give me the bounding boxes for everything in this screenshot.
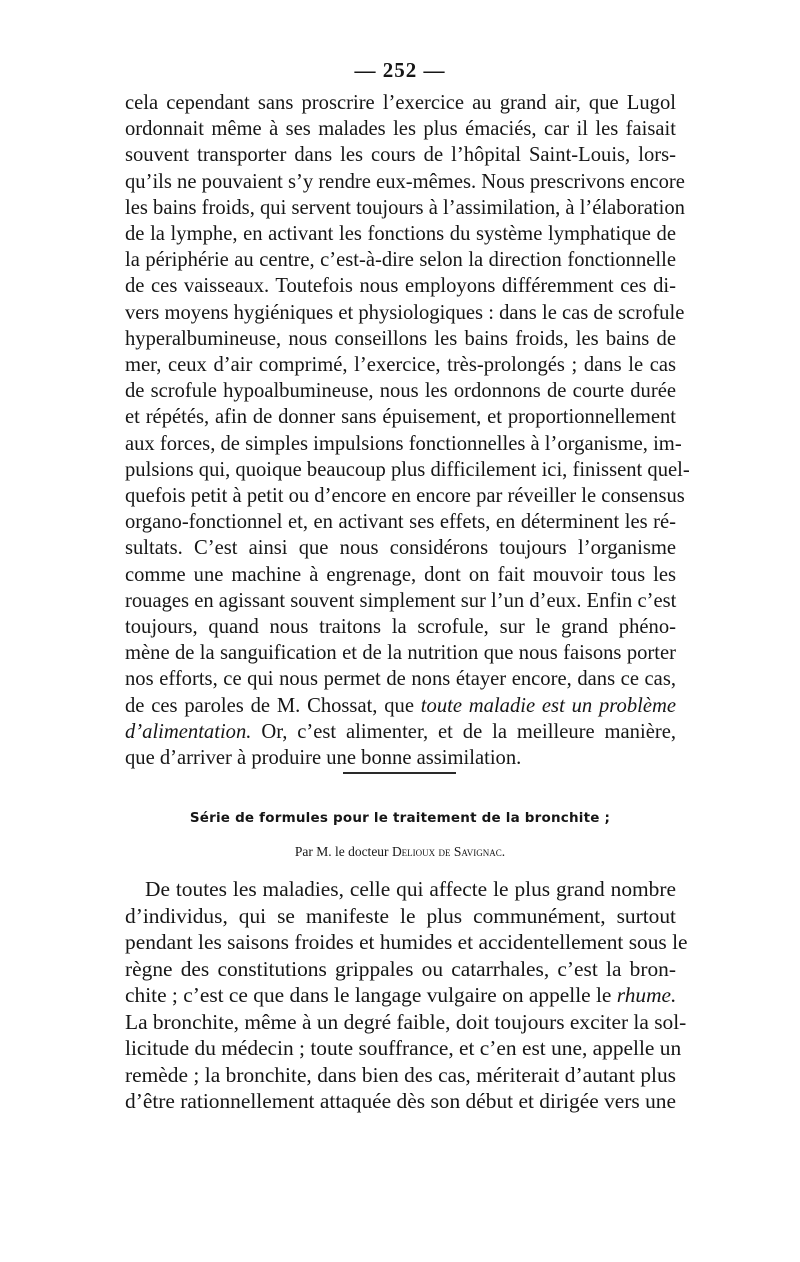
text-run: de ces paroles de M. Chossat, que <box>125 694 421 717</box>
text-line: vers moyens hygiéniques et physiologiques : dans le cas de scrofule <box>125 301 685 324</box>
text-line: aux forces, de simples impulsions fonctionnelles à l’organisme, im- <box>125 432 682 455</box>
text-line <box>125 693 676 719</box>
text-line: les bains froids, qui servent toujours à l’assimilation, à l’élaboration <box>125 196 685 219</box>
text-line: La bronchite, même à un degré faible, doit toujours exciter la sol- <box>125 1009 687 1034</box>
text-line: pendant les saisons froides et humides et accidentellement sous le <box>125 930 688 954</box>
text-line: de la lymphe, en activant les fonctions du système lymphatique de <box>125 223 676 246</box>
section-title: Série de formules pour le traitement de la bronchite ; <box>189 810 611 826</box>
text-line: et répétés, afin de donner sans épuisement, et proportionnellement <box>125 406 676 429</box>
text-line: de ces vaisseaux. Toutefois nous employons différemment ces di- <box>125 275 676 298</box>
text-line: mène de la sanguification et de la nutrition que nous faisons porter <box>125 642 676 665</box>
text-line: licitude du médecin ; toute souffrance, et c’en est une, appelle un <box>125 1036 682 1060</box>
text-line: la périphérie au centre, c’est-à-dire selon la direction fonctionnelle <box>125 249 676 272</box>
quotation-italic: toute maladie est un problème <box>420 694 676 717</box>
text-line: cela cependant sans proscrire l’exercice au grand air, que Lugol <box>125 92 676 114</box>
text-line: qu’ils ne pouvaient s’y rendre eux-mêmes. Nous prescrivons encore <box>125 170 685 193</box>
term-italic: rhume. <box>616 983 677 1007</box>
text-line: souvent transporter dans les cours de l’hôpital Saint-Louis, lors- <box>125 144 676 167</box>
text-line: hyperalbumineuse, nous conseillons les bains froids, les bains de <box>125 327 676 350</box>
text-line: de scrofule hypoalbumineuse, nous les ordonnons de courte durée <box>125 380 676 403</box>
text-line: comme une machine à engrenage, dont on fait mouvoir tous les <box>125 563 676 586</box>
text-line: De toutes les maladies, celle qui affecte le plus grand nombre <box>145 877 676 901</box>
text-line: pulsions qui, quoique beaucoup plus difficilement ici, finissent quel- <box>125 458 690 481</box>
section-divider <box>343 772 456 774</box>
text-line <box>125 719 676 745</box>
text-line: quefois petit à petit ou d’encore en encore par réveiller le consensus <box>125 485 685 508</box>
text-line: d’être rationnellement attaquée dès son début et dirigée vers une <box>125 1089 676 1113</box>
text-run: Or, c’est alimenter, et de la meilleure manière, <box>251 720 676 743</box>
section-author <box>0 844 800 860</box>
text-line: que d’arriver à produire une bonne assimilation. <box>125 747 522 770</box>
text-line: d’individus, qui se manifeste le plus communément, surtout <box>125 903 676 928</box>
text-line: ordonnait même à ses malades les plus émaciés, car il les faisait <box>125 118 676 141</box>
text-line: remède ; la bronchite, dans bien des cas, mériterait d’autant plus <box>125 1062 676 1087</box>
body-paragraph-2 <box>125 876 688 1115</box>
text-line: mer, ceux d’air comprimé, l’exercice, très-prolongés ; dans le cas <box>125 354 676 377</box>
quotation-italic: d’alimentation. <box>125 720 252 743</box>
text-line: règne des constitutions grippales ou catarrhales, c’est la bron- <box>125 956 676 981</box>
text-line: organo-fonctionnel et, en activant ses effets, en déterminent les ré- <box>125 511 676 534</box>
author-name: Delioux de Savignac. <box>391 844 506 859</box>
page-number: — 252 — <box>354 58 446 82</box>
text-line: nos efforts, ce qui nous permet de nons étayer encore, dans ce cas, <box>125 668 676 691</box>
text-line: toujours, quand nous traitons la scrofule, sur le grand phéno- <box>125 616 676 639</box>
author-prefix: Par M. le docteur <box>294 844 392 859</box>
text-run: chite ; c’est ce que dans le langage vulgaire on appelle le <box>125 983 617 1007</box>
body-paragraph-1 <box>125 90 690 771</box>
text-line: sultats. C’est ainsi que nous considérons toujours l’organisme <box>125 537 676 560</box>
text-line: rouages en agissant souvent simplement sur l’un d’eux. Enfin c’est <box>125 589 677 612</box>
text-line <box>125 982 676 1009</box>
